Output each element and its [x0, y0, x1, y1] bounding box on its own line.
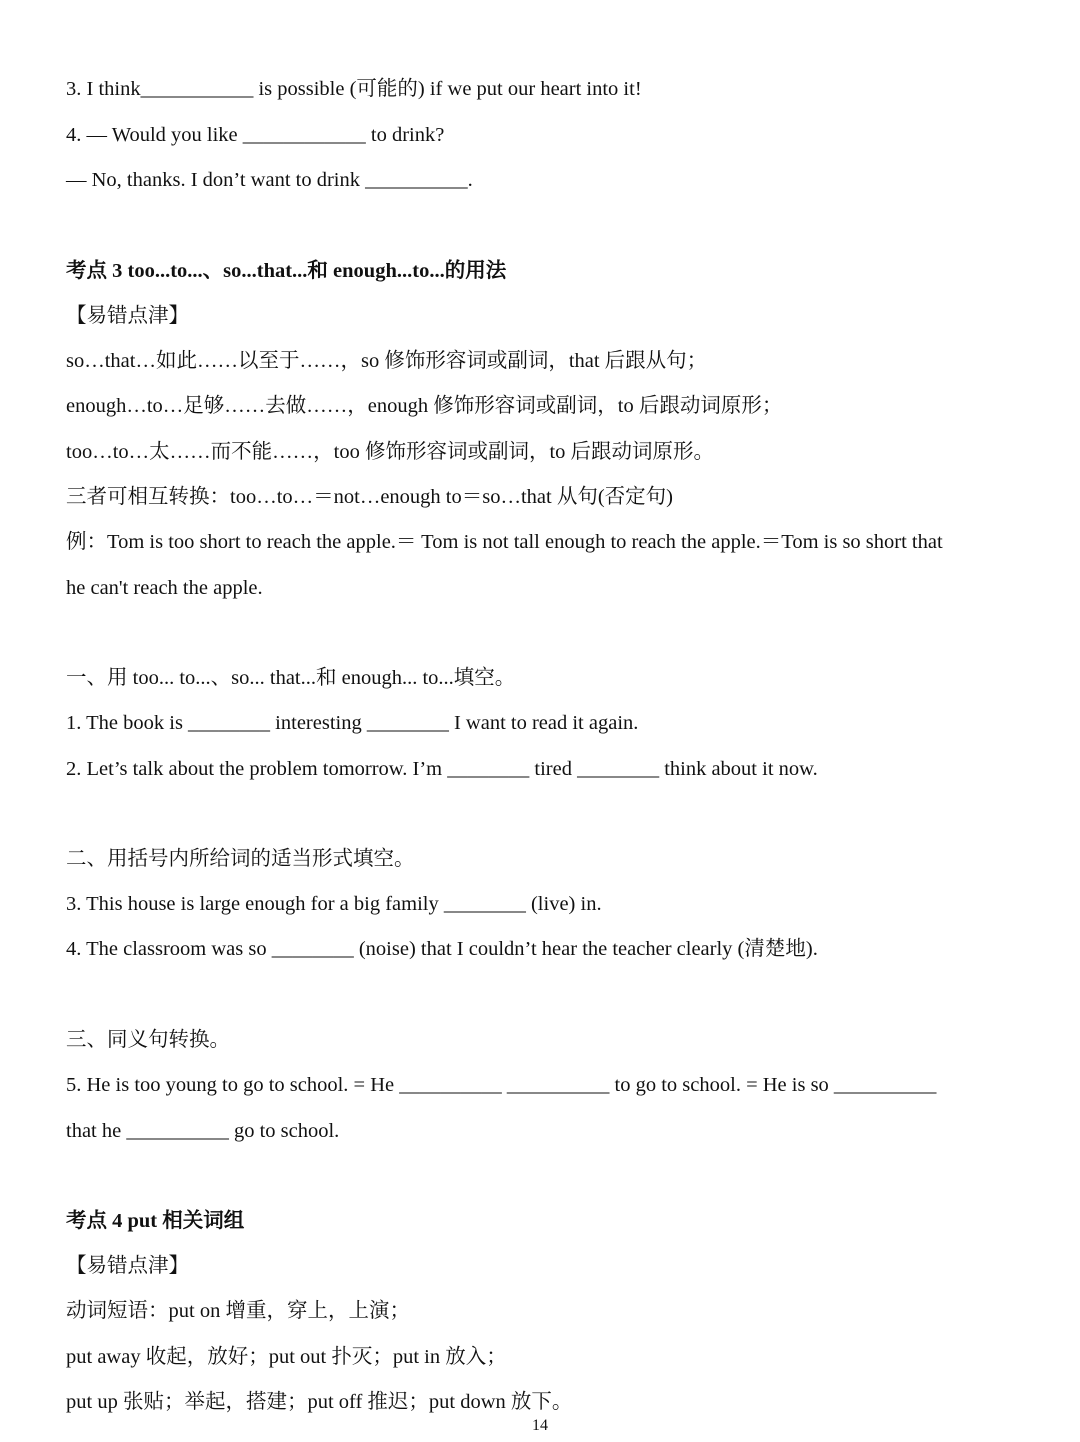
section4-title: 考点 4 put 相关词组 — [66, 1210, 245, 1232]
exercise-q4-question: 4. — Would you like ____________ to drink? — [66, 124, 445, 146]
part1-question-2: 2. Let’s talk about the problem tomorrow. I’m ________ tired ________ think about it now. — [66, 758, 818, 780]
exercise-q4-answer: — No, thanks. I don’t want to drink __________. — [66, 169, 473, 191]
rule-enough-to: enough…to…足够……去做……，enough 修饰形容词或副词，to 后跟动词原形； — [66, 395, 783, 417]
exercise-q3: 3. I think___________ is possible (可能的) if we put our heart into it! — [66, 78, 642, 100]
part3-heading: 三、同义句转换。 — [66, 1029, 230, 1051]
part3-question-5-line-1: 5. He is too young to go to school. = He __________ __________ to go to school. = He is so __________ — [66, 1074, 937, 1096]
example-line-2: he can't reach the apple. — [66, 577, 263, 599]
put-phrases-1: 动词短语：put on 增重，穿上，上演； — [66, 1300, 410, 1322]
part2-question-4: 4. The classroom was so ________ (noise) that I couldn’t hear the teacher clearly (清楚地). — [66, 938, 818, 960]
example-line-1: 例：Tom is too short to reach the apple.＝ Tom is not tall enough to reach the apple.＝Tom is so short that — [66, 531, 943, 553]
part2-heading: 二、用括号内所给词的适当形式填空。 — [66, 848, 415, 870]
rule-conversion: 三者可相互转换：too…to…＝not…enough to＝so…that 从句(否定句) — [66, 486, 674, 508]
part1-heading: 一、用 too... to...、so... that...和 enough... to...填空。 — [66, 667, 516, 689]
section4-tip-heading: 【易错点津】 — [66, 1255, 189, 1277]
section3-title: 考点 3 too...to...、so...that...和 enough...to...的用法 — [66, 260, 507, 282]
rule-too-to: too…to…太……而不能……，too 修饰形容词或副词，to 后跟动词原形。 — [66, 441, 715, 463]
rule-so-that: so…that…如此……以至于……，so 修饰形容词或副词，that 后跟从句； — [66, 350, 708, 372]
put-phrases-3: put up 张贴；举起，搭建；put off 推迟；put down 放下。 — [66, 1391, 573, 1413]
part2-question-3: 3. This house is large enough for a big family ________ (live) in. — [66, 893, 602, 915]
part1-question-1: 1. The book is ________ interesting ________ I want to read it again. — [66, 712, 639, 734]
page-number: 14 — [532, 1417, 548, 1434]
put-phrases-2: put away 收起，放好；put out 扑灭；put in 放入； — [66, 1346, 507, 1368]
part3-question-5-line-2: that he __________ go to school. — [66, 1120, 340, 1142]
section3-tip-heading: 【易错点津】 — [66, 305, 189, 327]
